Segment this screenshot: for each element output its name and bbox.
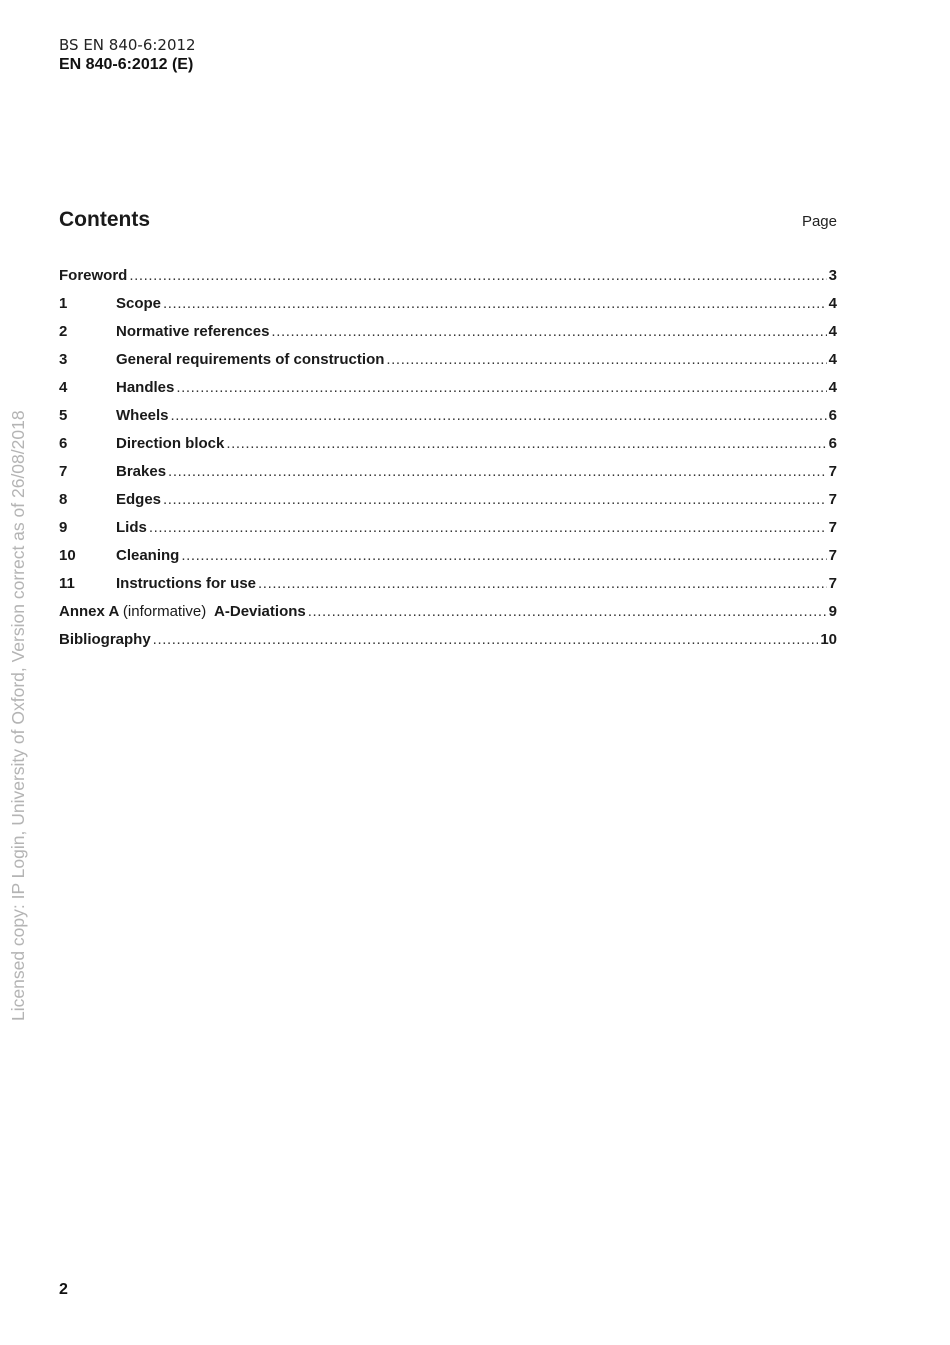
toc-entry-page: 4 bbox=[828, 323, 837, 340]
toc-entry-number: 2 bbox=[59, 323, 68, 340]
toc-entry-title: Instructions for use bbox=[116, 575, 257, 592]
toc-entry-number: 7 bbox=[59, 463, 68, 480]
toc-entry-cleaning[interactable] bbox=[59, 546, 837, 574]
toc-entry-title: Cleaning bbox=[116, 547, 180, 564]
toc-entry-normative-references[interactable] bbox=[59, 322, 837, 350]
toc-entry-lids[interactable] bbox=[59, 518, 837, 546]
toc-entry-page: 3 bbox=[828, 267, 837, 284]
toc-entry-number: 4 bbox=[59, 379, 68, 396]
annex-title: A-Deviations bbox=[214, 603, 306, 620]
page-number: 2 bbox=[59, 1281, 68, 1298]
toc-entry-title: Handles bbox=[116, 379, 175, 396]
toc-entry-page: 9 bbox=[828, 603, 837, 620]
toc-leader-dots bbox=[271, 322, 826, 342]
document-id-language: EN 840-6:2012 (E) bbox=[59, 56, 194, 73]
toc-entry-foreword[interactable] bbox=[59, 266, 837, 294]
toc-entry-annex-a[interactable] bbox=[59, 602, 837, 630]
toc-entry-page: 7 bbox=[828, 491, 837, 508]
toc-entry-page: 10 bbox=[820, 631, 837, 648]
toc-entry-edges[interactable] bbox=[59, 490, 837, 518]
toc-entry-title: Bibliography bbox=[59, 631, 151, 648]
toc-entry-title: Wheels bbox=[116, 407, 169, 424]
toc-leader-dots bbox=[163, 490, 827, 510]
toc-entry-scope[interactable] bbox=[59, 294, 837, 322]
toc-leader-dots bbox=[308, 602, 827, 622]
toc-leader-dots bbox=[149, 518, 827, 538]
toc-entry-brakes[interactable] bbox=[59, 462, 837, 490]
toc-entry-wheels[interactable] bbox=[59, 406, 837, 434]
toc-entry-number: 8 bbox=[59, 491, 68, 508]
toc-entry-general-requirements[interactable] bbox=[59, 350, 837, 378]
toc-leader-dots bbox=[153, 630, 819, 650]
toc-entry-page: 6 bbox=[828, 407, 837, 424]
toc-entry-title: Normative references bbox=[116, 323, 270, 340]
toc-entry-page: 4 bbox=[828, 295, 837, 312]
toc-entry-number: 1 bbox=[59, 295, 68, 312]
page-title: Contents bbox=[59, 208, 150, 231]
toc-entry-page: 6 bbox=[828, 435, 837, 452]
toc-entry-handles[interactable] bbox=[59, 378, 837, 406]
toc-entry-title: Brakes bbox=[116, 463, 167, 480]
toc-entry-title: Direction block bbox=[116, 435, 225, 452]
toc-leader-dots bbox=[171, 406, 827, 426]
toc-entry-number: 3 bbox=[59, 351, 68, 368]
toc-entry-page: 7 bbox=[828, 547, 837, 564]
toc-entry-instructions-for-use[interactable] bbox=[59, 574, 837, 602]
toc-leader-dots bbox=[181, 546, 826, 566]
toc-entry-title bbox=[59, 602, 306, 622]
toc-entry-page: 7 bbox=[828, 519, 837, 536]
toc-entry-number: 10 bbox=[59, 547, 76, 564]
page-column-label: Page bbox=[801, 213, 837, 230]
toc-entry-page: 7 bbox=[828, 463, 837, 480]
annex-qualifier: (informative) bbox=[122, 603, 207, 620]
toc-entry-title: General requirements of construction bbox=[116, 351, 385, 368]
toc-entry-title: Lids bbox=[116, 519, 147, 536]
toc-entry-number: 11 bbox=[59, 575, 75, 592]
toc-entry-title: Edges bbox=[116, 491, 162, 508]
annex-label: Annex A bbox=[59, 603, 119, 620]
toc-leader-dots bbox=[176, 378, 826, 398]
license-watermark: Licensed copy: IP Login, University of Oxford, Version correct as of 26/08/2018 bbox=[8, 410, 28, 1021]
document-id: BS EN 840-6:2012 bbox=[59, 36, 196, 54]
toc-leader-dots bbox=[129, 266, 826, 286]
toc-leader-dots bbox=[258, 574, 827, 594]
toc-leader-dots bbox=[163, 294, 827, 314]
toc-leader-dots bbox=[386, 350, 826, 370]
toc-entry-direction-block[interactable] bbox=[59, 434, 837, 462]
toc-entry-bibliography[interactable] bbox=[59, 630, 837, 658]
toc-entry-title: Foreword bbox=[59, 267, 128, 284]
toc-entry-number: 6 bbox=[59, 435, 68, 452]
toc-entry-number: 5 bbox=[59, 407, 68, 424]
toc-entry-title: Scope bbox=[116, 295, 162, 312]
toc-entry-page: 4 bbox=[828, 379, 837, 396]
toc-entry-page: 4 bbox=[828, 351, 837, 368]
toc-leader-dots bbox=[168, 462, 827, 482]
toc-entry-number: 9 bbox=[59, 519, 68, 536]
toc-entry-page: 7 bbox=[828, 575, 837, 592]
table-of-contents bbox=[59, 266, 837, 658]
toc-leader-dots bbox=[226, 434, 826, 454]
